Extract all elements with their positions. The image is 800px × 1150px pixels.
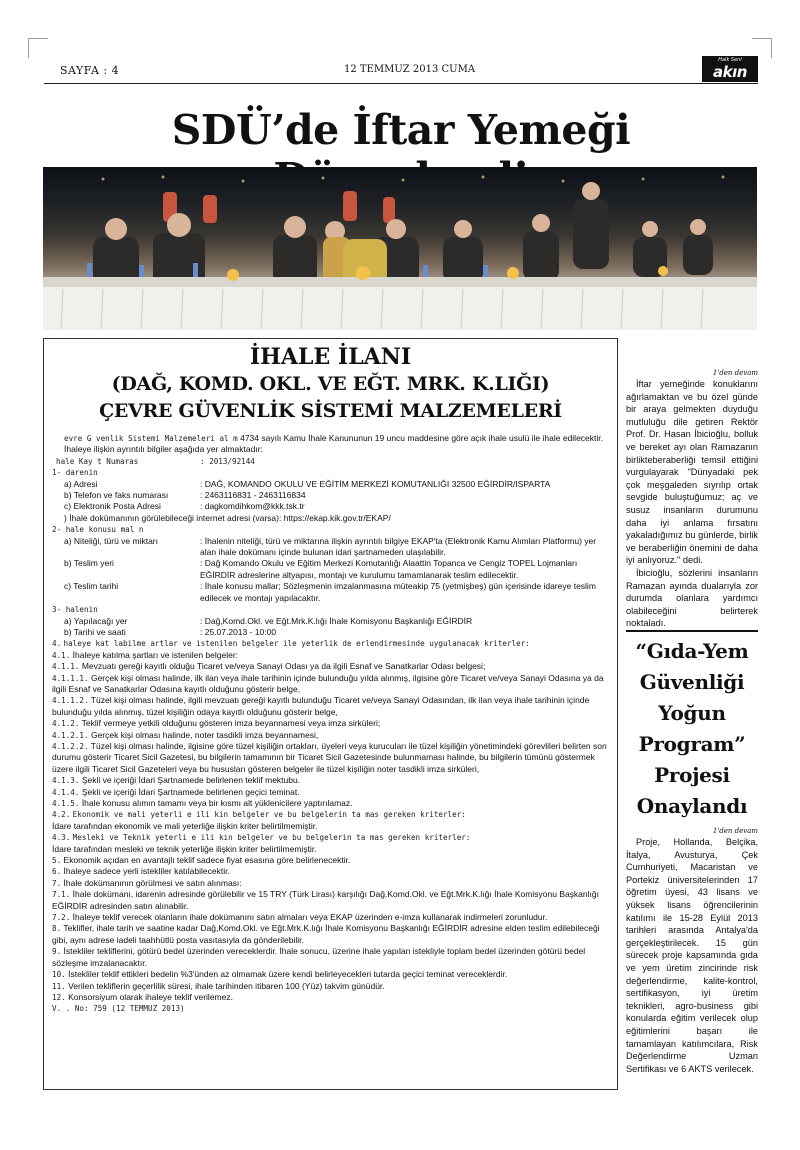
section-2-key: c) Teslim tarihi	[64, 581, 119, 592]
clause-number: 4.1.1.	[52, 662, 80, 672]
section-3-key: b) Tarihi ve saati	[64, 626, 126, 637]
tender-clause	[52, 992, 609, 1003]
section-2-row	[52, 536, 609, 559]
logo-wordmark: akın	[713, 63, 747, 81]
tender-clause	[52, 787, 609, 798]
clause-number: 4.1.1.1.	[52, 673, 89, 683]
clause-number: 4.1.2.2.	[52, 741, 89, 751]
clause-text: İdare tarafından ekonomik ve mali yeterliğe ilişkin kriter belirtilmemiştir.	[52, 820, 318, 831]
section-2-value: : Dağ Komando Okulu ve Eğitim Merkezi Komutanlığı Alaattin Topanca ve Cengiz TOPEL Lojmanları EĞİRDİR adreslerine altyapısı, montajı ve kurulumu tamamlanarak teslim edilecektir.	[200, 558, 578, 580]
tender-clause	[52, 866, 609, 877]
tender-clause	[52, 718, 609, 729]
section-3-key: a) Yapılacağı yer	[64, 615, 128, 626]
clause-text: Tüzel kişi olması halinde, ilgisine göre tüzel kişiliğin ortakları, üyeleri veya kurucuları ile tüzel kişiliğin yönetimindeki görevlileri belirten son durumu gösterir Ticaret Sicil Gazetesi, bu bilgilerin tamamının bir Ticaret Sicil Gazetesinde bulunmaması halinde, bu bilgilerin tümünü göstermek üzere ilgili Ticaret Sicil Gazeteleri veya bu hususları gösteren belgeler ile tüzel kişiliğin noter tasdikli imza sirküleri,	[52, 740, 607, 774]
tender-clause	[52, 638, 609, 649]
clause-number: 6.	[52, 867, 62, 877]
registration-value: : 2013/92144	[200, 456, 255, 466]
continuation-marker: 1'den devam	[712, 827, 758, 835]
tender-clause	[52, 661, 609, 672]
clause-text: haleye kat labilme artlar ve istenilen belgeler ile yeterlik de erlendirmesinde uygulanacak kriterler:	[63, 639, 530, 649]
clause-text: İstekliler teklif ettikleri bedelin %3'ünden az olmamak üzere kendi belirleyecekleri tutarda geçici teminat vereceklerdir.	[68, 969, 508, 980]
project-story-paragraph: Proje, Hollanda, Belçika, İtalya, Avusturya, Çek Cumhuriyeti, Macaristan ve Portekiz üniversitelerinden 17 öğretim üyesi, 43 lisans ve yüksek lisans öğrencilerinin katılımı ile 15-28 Eylül 2013 tarihleri arasında Antalya'da gerçekleştirilecek. 15 gün sürecek proje kapsamında gıda ve yem üretim zincirinde risk değerlendirme, kalite-kontrol, sertifikasyon, iyi üretim teknikleri, agro-business gibi konularda eğitim verilecek olup eğitimlerini başarı ile tamamlayan katılımcılara, Risk Değerlendirme Uzman Sertifikası ve 6 AKTS verilecek.	[626, 837, 758, 1074]
tender-clause	[52, 673, 609, 696]
iftar-story-paragraph-2: İbicioğlu, sözlerini insanların Ramazan ayında dualarıyla zor durumda olanlara yardımcı olabileceğini belirterek noktaladı.	[626, 567, 758, 629]
clause-number: 7.2.	[52, 913, 71, 923]
clause-number: 4.1.2.	[52, 719, 80, 729]
clause-text: İhaleye katılma şartları ve istenilen belgeler:	[72, 649, 239, 660]
section-1-value: : dagkomdihkom@kkk.tsk.tr	[200, 501, 305, 512]
clause-number: 11.	[52, 981, 66, 991]
clause-text: Ekonomik açıdan en avantajlı teklif sadece fiyat esasına göre belirlenecektir.	[63, 855, 351, 866]
clause-number: 4.1.3.	[52, 776, 80, 786]
section-3-value: : Dağ,Komd.Okl. ve Eğt.Mrk.K.lığı İhale Komisyonu Başkanlığı EĞİRDİR	[200, 615, 473, 626]
tender-subtitle-1: (DAĞ, KOMD. OKL. VE EĞT. MRK. K.LIĞI)	[111, 373, 550, 395]
sidebar-divider	[626, 630, 758, 632]
tender-clauses	[52, 638, 609, 1003]
tender-clause	[52, 878, 609, 889]
tender-clause	[52, 889, 609, 912]
tender-notice	[43, 338, 618, 1090]
section-2-row	[52, 581, 609, 604]
clause-number: 7.	[52, 878, 62, 888]
tender-clause	[52, 695, 609, 718]
clause-text: İhale dokümanının görülmesi ve satın alınması:	[63, 877, 242, 888]
clause-text: Gerçek kişi olması halinde, ilk ilan veya ihale tarihinin içinde bulunduğu yılda alınmış, ilgisine göre Ticaret ve/veya Sanayi Odasına ya da ilgili Esnaf ve Sanatkarlar Odasına kayıtlı olduğunu gösterir belge,	[52, 672, 604, 694]
page-number: SAYFA : 4	[60, 64, 120, 77]
section-3-row	[52, 627, 609, 638]
section-3-row	[52, 616, 609, 627]
section-1-key: c) Elektronik Posta Adresi	[64, 501, 161, 512]
clause-number: 4.1.4.	[52, 787, 80, 797]
clause-number: 4.	[52, 639, 62, 649]
registration-number-row	[52, 456, 609, 467]
section-1-row	[52, 501, 609, 512]
continuation-marker: 1'den devam	[712, 369, 758, 377]
clause-number: 4.1.2.1.	[52, 730, 89, 740]
section-2-value: : İhale konusu mallar; Sözleşmenin imzalanmasına müteakip 75 (yetmişbeş) gün içerisinde idareye teslim edilecek ve montajı yapılacaktır.	[200, 581, 596, 603]
project-headline: “Gıda-Yem Güvenliği Yoğun Program” Projesi Onaylandı	[635, 639, 749, 818]
tender-clause	[52, 809, 609, 820]
tender-clause	[52, 969, 609, 980]
clause-text: Teklif vermeye yetkili olduğunu gösteren imza beyannamesi veya imza sirküleri;	[81, 718, 381, 729]
iftar-dinner-photo	[43, 167, 757, 330]
section-1-key: b) Telefon ve faks numarası	[64, 490, 169, 501]
page-header	[44, 56, 758, 82]
tender-clause	[52, 855, 609, 866]
section-1-internet-address: ) İhale dokümanının görülebileceği internet adresi (varsa): https://ekap.kik.gov.tr/EKAP/	[64, 512, 391, 523]
registration-label: hale Kay t Numaras	[56, 456, 139, 466]
tender-subtitle-2: ÇEVRE GÜVENLİK SİSTEMİ MALZEMELERİ	[99, 400, 562, 422]
section-1-key: a) Adresi	[64, 478, 98, 489]
clause-text: İhaleye teklif verecek olanların ihale dokümanını satın almaları veya EKAP üzerinden e-imza kullanarak indirmeleri zorunludur.	[72, 912, 548, 923]
tender-intro-text: 4734 sayılı Kamu İhale Kanununun 19 uncu maddesine göre açık ihale usulü ile ihale edilecektir. İhaleye ilişkin ayrıntılı bilgiler aşağıda yer almaktadır:	[64, 433, 604, 455]
tender-intro	[52, 433, 609, 456]
section-1-row	[52, 490, 609, 501]
tender-clause	[52, 844, 609, 855]
section-1-heading: 1- darenin	[52, 468, 98, 478]
tender-clause	[52, 981, 609, 992]
crop-mark-top-left	[28, 38, 48, 58]
tender-clause	[52, 832, 609, 843]
tender-clause	[52, 912, 609, 923]
clause-number: 10.	[52, 970, 66, 980]
project-story	[626, 826, 758, 1075]
tender-clause	[52, 946, 609, 969]
clause-text: İhaleye sadece yerli istekliler katılabilecektir.	[63, 866, 230, 877]
section-2-key: b) Teslim yeri	[64, 558, 114, 569]
header-divider	[44, 83, 758, 84]
clause-text: İhale dokümanı, idarenin adresinde görülebilir ve 15 TRY (Türk Lirası) karşılığı Dağ.Komd.Okl. ve Eğt.Mrk.K.lığı İhale Komisyonu Başkanlığı EĞİRDİR adresinden satın alınabilir.	[52, 889, 599, 911]
clause-number: 12.	[52, 992, 66, 1002]
clause-number: 4.1.1.2.	[52, 696, 89, 706]
clause-text: Teklifler, ihale tarih ve saatine kadar Dağ,Komd.Okl. ve Eğt.Mrk.K.lığı İhale Komisyonu Başkanlığı EĞİRDİR adresine elden teslim edilebileceği gibi, aynı adrese iadeli taahhütlü posta vasıtasıyla da gönderilebilir.	[52, 923, 600, 945]
section-1-row	[52, 479, 609, 490]
section-2-row	[52, 558, 609, 581]
section-2-heading: 2- hale konusu mal n	[52, 525, 144, 535]
section-1-value: : 2463116831 - 2463116834	[200, 490, 306, 501]
clause-number: 8.	[52, 924, 62, 934]
clause-text: İhale konusu alımın tamamı veya bir kısmı alt yüklenicilere yaptırılamaz.	[81, 798, 353, 808]
tender-footer-reference: V. . No: 759 (12 TEMMUZ 2013)	[52, 1004, 185, 1014]
clause-text: Mesleki ve Teknik yeterli e ili kin belgeler ve bu belgelerin ta mas gereken kriterler:	[72, 833, 471, 843]
clause-number: 9.	[52, 947, 62, 957]
tender-clause	[52, 798, 609, 809]
clause-text: Gerçek kişi olması halinde, noter tasdikli imza beyannamesi,	[90, 729, 319, 740]
issue-date: 12 TEMMUZ 2013 CUMA	[344, 64, 476, 75]
clause-text: Konsorsiyum olarak ihaleye teklif verilemez.	[68, 991, 233, 1002]
clause-text: İdare tarafından mesleki ve teknik yeterliğe ilişkin kriter belirtilmemiştir.	[52, 843, 317, 854]
main-headline: SDÜ’de İftar Yemeği	[171, 106, 631, 154]
tender-body	[52, 433, 609, 1015]
clause-text: Tüzel kişi olması halinde, ilgili mevzuatı gereği kayıtlı bulunduğu Ticaret ve/veya Sanayi Odasından, ilk ilan veya ihale tarihinin içinde bulunduğu yılda alınmış, tüzel kişiliğin odaya kayıtlı olduğunu gösterir belge,	[52, 695, 590, 717]
tender-intro-garbled: evre G venlik Sistemi Malzemeleri al m	[64, 434, 238, 443]
clause-number: 4.1.5.	[52, 799, 80, 808]
section-3-heading: 3- halenin	[52, 605, 98, 615]
tender-clause	[52, 821, 609, 832]
tender-clause	[52, 741, 609, 775]
crop-mark-top-right	[752, 38, 772, 58]
clause-number: 4.3.	[52, 833, 71, 843]
tender-title: İHALE İLANI	[249, 344, 412, 370]
clause-number: 4.2.	[52, 810, 71, 820]
photo-illustration	[43, 167, 757, 330]
clause-text: Verilen tekliflerin geçerlilik süresi, ihale tarihinden itibaren 100 (Yüz) takvim günüdür.	[68, 980, 385, 991]
iftar-story-paragraph: İftar yemeğinde konuklarını ağırlamaktan ve bu özel günde bir araya gelmekten duyduğu mutluluğu dile getiren Rektör Prof. Dr. Hasan İbicioğlu, bolluk ve bereket ayı olan Ramazanın birlikteberaberliği temsil ettiğini vurgulayarak "Dünyadaki pek çok meşgaleden sıyrılıp ortak sevgide buluştuğumuz; aç ve susuz insanların durumunu daha iyi anlama fırsatını yakaladığımız bu günlerde, birlik ve beraberliğin önemini de daha iyi anlıyoruz." dedi.	[626, 379, 758, 566]
section-2-key: a) Niteliği, türü ve miktarı	[64, 535, 158, 546]
tender-clause	[52, 650, 609, 661]
tender-clause	[52, 775, 609, 786]
clause-text: Şekli ve içeriği İdari Şartnamede belirlenen teklif mektubu.	[81, 775, 301, 786]
logo-tagline: Halk Seni	[718, 57, 742, 63]
clause-number: 5.	[52, 856, 62, 866]
section-1-value: : DAĞ, KOMANDO OKULU VE EĞİTİM MERKEZİ KOMUTANLIĞI 32500 EĞİRDİR/ISPARTA	[200, 478, 551, 489]
section-3-value: : 25.07.2013 - 10:00	[200, 626, 277, 637]
section-2-value: : İhalenin niteliği, türü ve miktarına ilişkin ayrıntılı bilgiye EKAP'ta (Elektronik Kamu Alımları Platformu) yer alan ihale dokümanı içinde bulunan idari şartnameden ulaşılabilir.	[200, 535, 597, 558]
clause-number: 7.1.	[52, 890, 71, 900]
iftar-story-continuation	[626, 368, 758, 630]
tender-clause	[52, 923, 609, 946]
clause-text: Ekonomik ve mali yeterli e ili kin belgeler ve bu belgelerin ta mas gereken kriterler:	[72, 810, 466, 820]
newspaper-logo	[702, 56, 758, 82]
clause-number: 4.1.	[52, 650, 71, 660]
clause-text: İstekliler tekliflerini, götürü bedel üzerinden vereceklerdir. İhale sonucu, üzerine ihale yapılan istekliyle toplam bedel üzerinden götürü bedel sözleşme imzalanacaktır.	[52, 946, 586, 968]
clause-text: Şekli ve içeriği İdari Şartnamede belirlenen geçici teminat.	[81, 786, 300, 797]
tender-clause	[52, 730, 609, 741]
clause-text: Mevzuatı gereği kayıtlı olduğu Ticaret ve/veya Sanayi Odası ya da ilgili Esnaf ve Sanatkarlar Odası belgesi;	[81, 661, 486, 672]
